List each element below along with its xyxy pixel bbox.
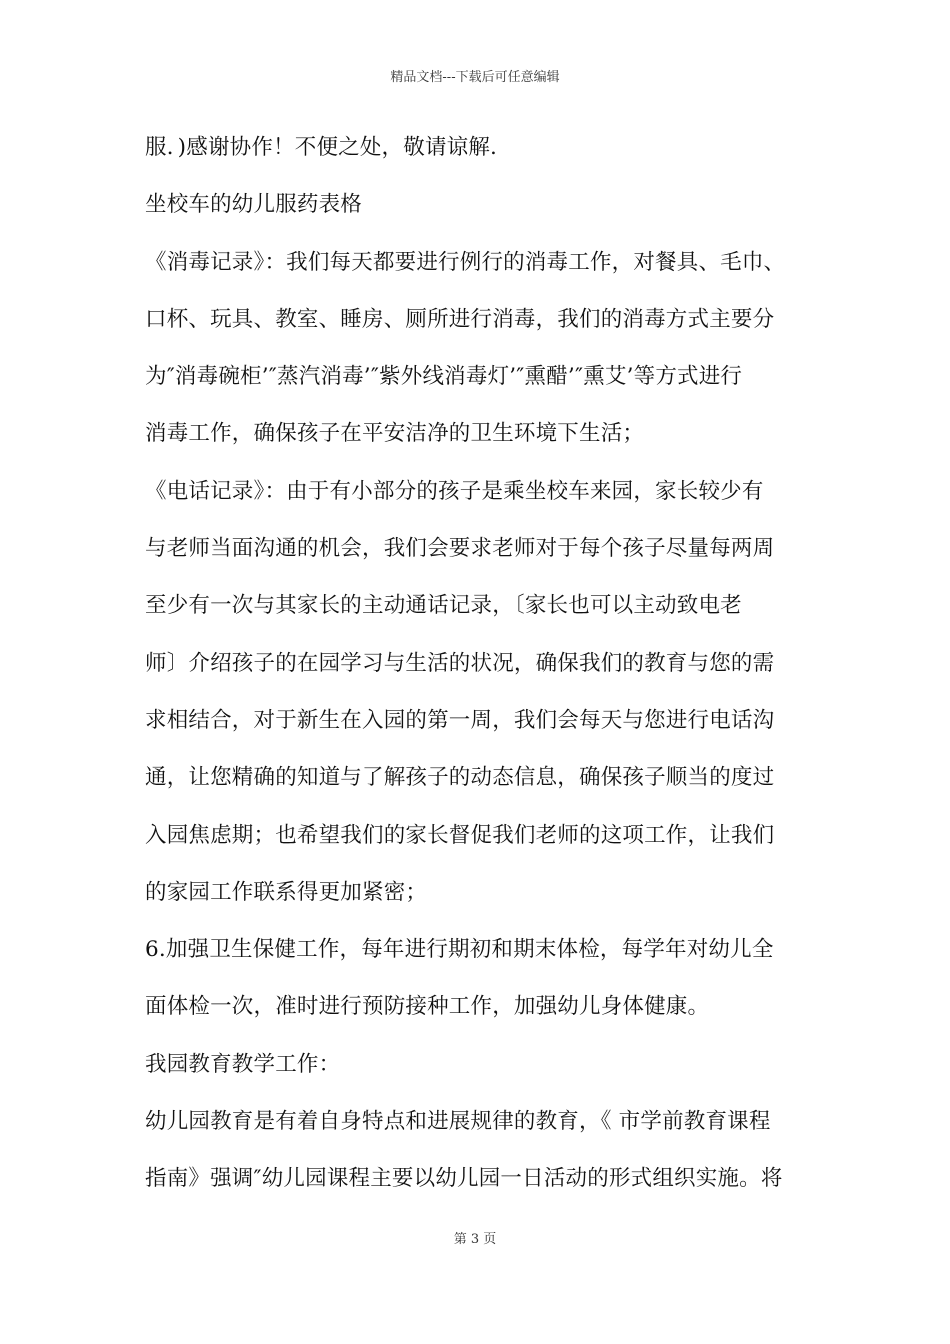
page-number: 第 3 页 xyxy=(453,1232,497,1247)
text-line: 指南》强调″幼儿园课程主要以幼儿园一日活动的形式组织实施。将 xyxy=(145,1166,783,1192)
text-line: 为″消毒碗柜’″蒸汽消毒’″紫外线消毒灯’″熏醋’″熏艾’等方式进行 xyxy=(145,364,743,390)
text-line: 消毒工作，确保孩子在平安洁净的卫生环境下生活； xyxy=(145,421,645,447)
text-line: 《电话记录》：由于有小部分的孩子是乘坐校车来园，家长较少有 xyxy=(145,478,764,504)
text-line: 至少有一次与其家长的主动通话记录，〔家长也可以主动致电老 xyxy=(145,593,742,619)
document-body xyxy=(145,130,815,1219)
text-line: 与老师当面沟通的机会，我们会要求老师对于每个孩子尽量每两周 xyxy=(145,536,775,562)
page-header: 精品文档---下载后可任意编辑 xyxy=(390,70,560,85)
text-line: 通，让您精确的知道与了解孩子的动态信息，确保孩子顺当的度过 xyxy=(145,765,775,791)
text-line: 服．)感谢协作！不便之处，敬请谅解. xyxy=(145,135,498,160)
text-line: 口杯、玩具、教室、睡房、厕所进行消毒，我们的消毒方式主要分 xyxy=(145,306,775,332)
text-line: 师〕介绍孩子的在园学习与生活的状况，确保我们的教育与您的需 xyxy=(145,650,775,676)
text-line: 入园焦虑期；也希望我们的家长督促我们老师的这项工作，让我们 xyxy=(145,822,775,848)
text-line: 我园教育教学工作： xyxy=(145,1051,341,1077)
text-line: 的家园工作联系得更加紧密； xyxy=(145,879,428,905)
text-line: 坐校车的幼儿服药表格 xyxy=(145,192,363,218)
text-line: 幼儿园教育是有着自身特点和进展规律的教育，《 市学前教育课程 xyxy=(145,1109,771,1135)
text-line: 面体检一次，准时进行预防接种工作，加强幼儿身体健康。 xyxy=(145,994,710,1020)
text-line: 求相结合，对于新生在入园的第一周，我们会每天与您进行电话沟 xyxy=(145,707,775,733)
text-line: 《消毒记录》：我们每天都要进行例行的消毒工作，对餐具、毛巾、 xyxy=(145,249,786,275)
text-line: 6.加强卫生保健工作，每年进行期初和期末体检，每学年对幼儿全 xyxy=(145,937,774,963)
